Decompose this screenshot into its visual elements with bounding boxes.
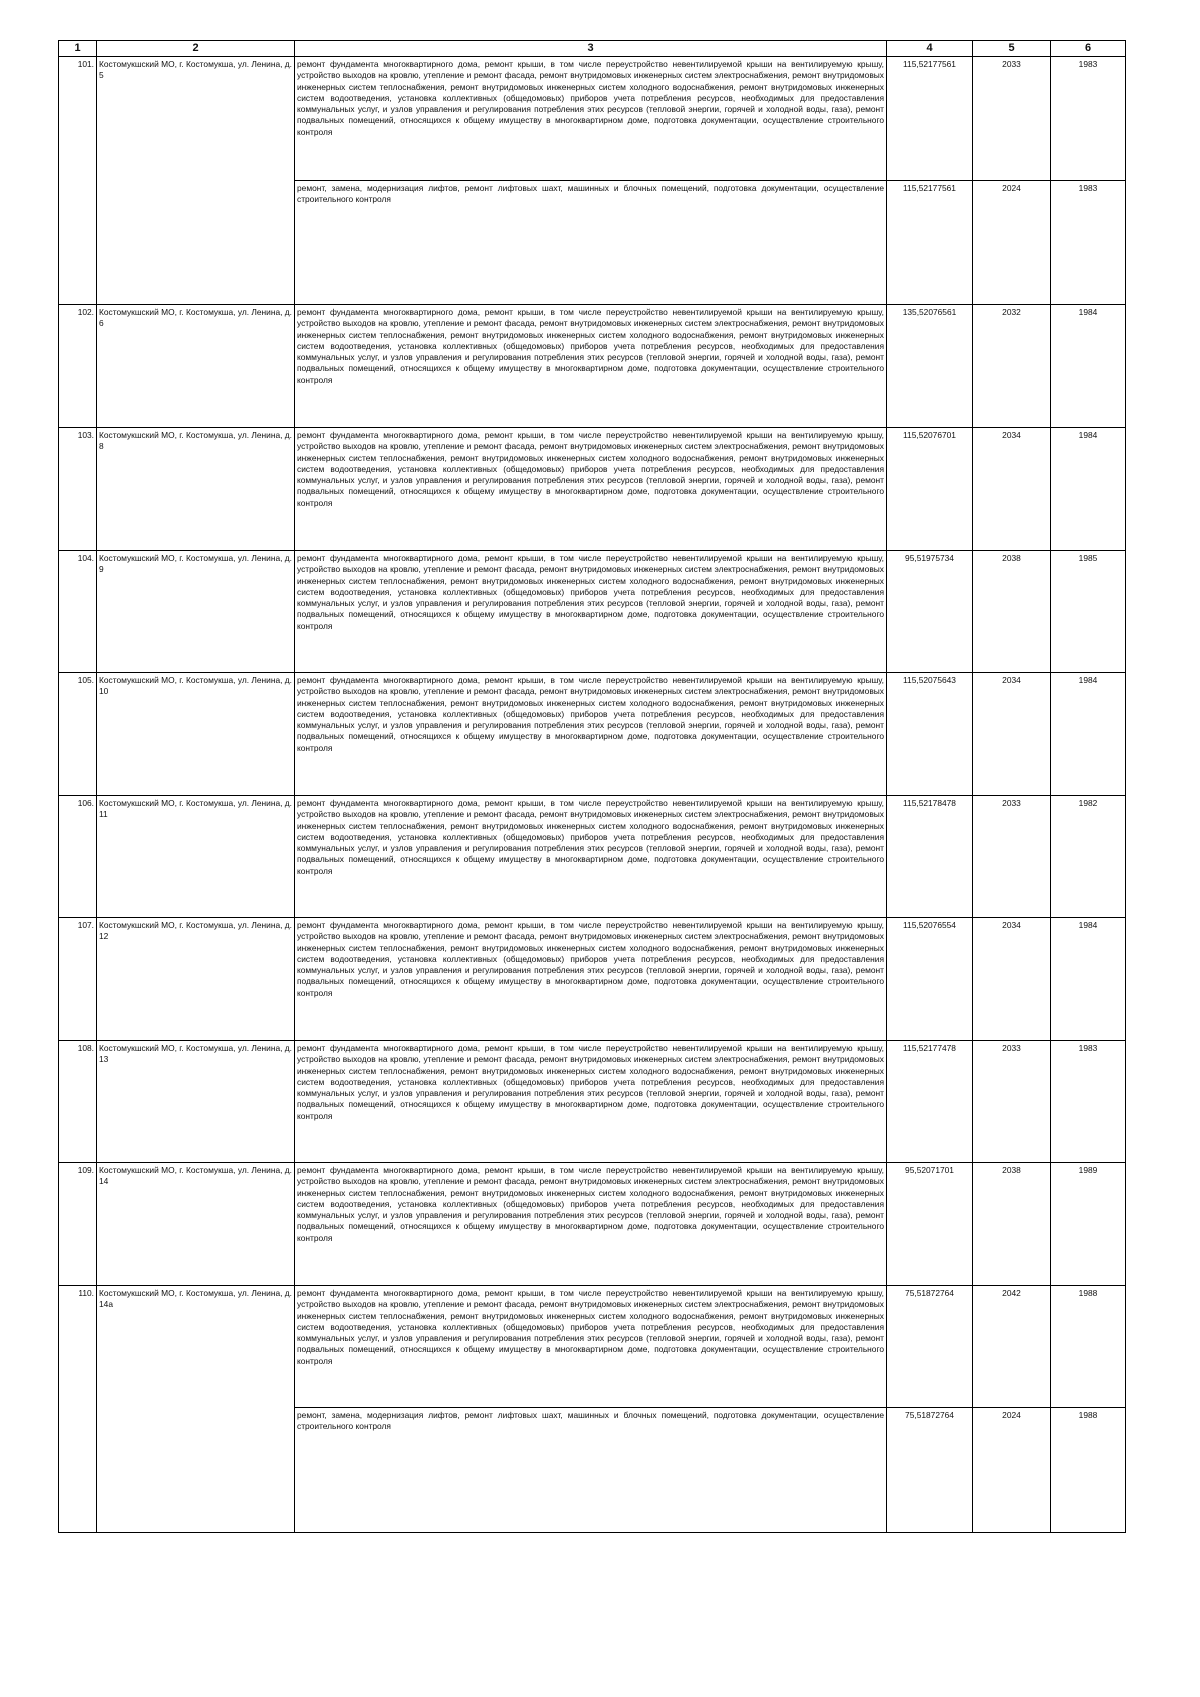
entry-number: 106.: [59, 796, 97, 918]
work-cost: 115,52178478: [887, 796, 973, 918]
entry-address: Костомукшский МО, г. Костомукша, ул. Ленина, д. 10: [97, 673, 295, 796]
entry-address: Костомукшский МО, г. Костомукша, ул. Ленина, д. 8: [97, 428, 295, 551]
work-year: 2034: [973, 673, 1051, 796]
header-col-1: 1: [59, 41, 97, 57]
work-description: ремонт фундамента многоквартирного дома, ремонт крыши, в том числе переустройство невентилируемой крыши на вентилируемую крышу, устройство выходов на кровлю, утепление и ремонт фасада, ремонт внутридомовых инженерных систем электроснабжения, ремонт внутридомовых инженерных систем теплоснабжения, ремонт внутридомовых инженерных систем холодного водоснабжения, ремонт внутридомовых инженерных систем водоотведения, установка коллективных (общедомовых) приборов учета потребления ресурсов, необходимых для предоставления коммунальных услуг, и узлов управления и регулирования потребления этих ресурсов (тепловой энергии, горячей и холодной воды, газа), ремонт подвальных помещений, относящихся к общему имуществу в многоквартирном доме, подготовка документации, осуществление строительного контроля: [295, 918, 887, 1041]
entry-address: Костомукшский МО, г. Костомукша, ул. Ленина, д. 14: [97, 1163, 295, 1286]
entry-number: 101.: [59, 57, 97, 305]
build-year: 1983: [1051, 57, 1126, 181]
works-table: [58, 40, 1126, 1533]
build-year: 1984: [1051, 428, 1126, 551]
work-year: 2024: [973, 1408, 1051, 1533]
work-year: 2032: [973, 305, 1051, 428]
work-description: ремонт фундамента многоквартирного дома, ремонт крыши, в том числе переустройство невентилируемой крыши на вентилируемую крышу, устройство выходов на кровлю, утепление и ремонт фасада, ремонт внутридомовых инженерных систем электроснабжения, ремонт внутридомовых инженерных систем теплоснабжения, ремонт внутридомовых инженерных систем холодного водоснабжения, ремонт внутридомовых инженерных систем водоотведения, установка коллективных (общедомовых) приборов учета потребления ресурсов, необходимых для предоставления коммунальных услуг, и узлов управления и регулирования потребления этих ресурсов (тепловой энергии, горячей и холодной воды, газа), ремонт подвальных помещений, относящихся к общему имуществу в многоквартирном доме, подготовка документации, осуществление строительного контроля: [295, 1163, 887, 1286]
work-cost: 115,52177561: [887, 57, 973, 181]
work-description: ремонт фундамента многоквартирного дома, ремонт крыши, в том числе переустройство невентилируемой крыши на вентилируемую крышу, устройство выходов на кровлю, утепление и ремонт фасада, ремонт внутридомовых инженерных систем электроснабжения, ремонт внутридомовых инженерных систем теплоснабжения, ремонт внутридомовых инженерных систем холодного водоснабжения, ремонт внутридомовых инженерных систем водоотведения, установка коллективных (общедомовых) приборов учета потребления ресурсов, необходимых для предоставления коммунальных услуг, и узлов управления и регулирования потребления этих ресурсов (тепловой энергии, горячей и холодной воды, газа), ремонт подвальных помещений, относящихся к общему имуществу в многоквартирном доме, подготовка документации, осуществление строительного контроля: [295, 305, 887, 428]
work-year: 2033: [973, 57, 1051, 181]
entry-number: 104.: [59, 551, 97, 673]
work-year: 2042: [973, 1286, 1051, 1408]
work-year: 2033: [973, 796, 1051, 918]
header-col-3: 3: [295, 41, 887, 57]
entry-address: Костомукшский МО, г. Костомукша, ул. Ленина, д. 5: [97, 57, 295, 305]
work-description: ремонт фундамента многоквартирного дома, ремонт крыши, в том числе переустройство невентилируемой крыши на вентилируемую крышу, устройство выходов на кровлю, утепление и ремонт фасада, ремонт внутридомовых инженерных систем электроснабжения, ремонт внутридомовых инженерных систем теплоснабжения, ремонт внутридомовых инженерных систем холодного водоснабжения, ремонт внутридомовых инженерных систем водоотведения, установка коллективных (общедомовых) приборов учета потребления ресурсов, необходимых для предоставления коммунальных услуг, и узлов управления и регулирования потребления этих ресурсов (тепловой энергии, горячей и холодной воды, газа), ремонт подвальных помещений, относящихся к общему имуществу в многоквартирном доме, подготовка документации, осуществление строительного контроля: [295, 551, 887, 673]
table-row: [59, 1286, 1126, 1408]
work-cost: 75,51872764: [887, 1408, 973, 1533]
work-year: 2034: [973, 918, 1051, 1041]
work-description: ремонт фундамента многоквартирного дома, ремонт крыши, в том числе переустройство невентилируемой крыши на вентилируемую крышу, устройство выходов на кровлю, утепление и ремонт фасада, ремонт внутридомовых инженерных систем электроснабжения, ремонт внутридомовых инженерных систем теплоснабжения, ремонт внутридомовых инженерных систем холодного водоснабжения, ремонт внутридомовых инженерных систем водоотведения, установка коллективных (общедомовых) приборов учета потребления ресурсов, необходимых для предоставления коммунальных услуг, и узлов управления и регулирования потребления этих ресурсов (тепловой энергии, горячей и холодной воды, газа), ремонт подвальных помещений, относящихся к общему имуществу в многоквартирном доме, подготовка документации, осуществление строительного контроля: [295, 673, 887, 796]
table-row: [59, 918, 1126, 1041]
table-body: [59, 57, 1126, 1533]
entry-address: Костомукшский МО, г. Костомукша, ул. Ленина, д. 14а: [97, 1286, 295, 1533]
table-row: [59, 57, 1126, 181]
entry-address: Костомукшский МО, г. Костомукша, ул. Ленина, д. 11: [97, 796, 295, 918]
entry-number: 110.: [59, 1286, 97, 1533]
build-year: 1989: [1051, 1163, 1126, 1286]
table-row: [59, 551, 1126, 673]
entry-address: Костомукшский МО, г. Костомукша, ул. Ленина, д. 13: [97, 1041, 295, 1163]
build-year: 1984: [1051, 673, 1126, 796]
table-row: [59, 1041, 1126, 1163]
work-description: ремонт фундамента многоквартирного дома, ремонт крыши, в том числе переустройство невентилируемой крыши на вентилируемую крышу, устройство выходов на кровлю, утепление и ремонт фасада, ремонт внутридомовых инженерных систем электроснабжения, ремонт внутридомовых инженерных систем теплоснабжения, ремонт внутридомовых инженерных систем холодного водоснабжения, ремонт внутридомовых инженерных систем водоотведения, установка коллективных (общедомовых) приборов учета потребления ресурсов, необходимых для предоставления коммунальных услуг, и узлов управления и регулирования потребления этих ресурсов (тепловой энергии, горячей и холодной воды, газа), ремонт подвальных помещений, относящихся к общему имуществу в многоквартирном доме, подготовка документации, осуществление строительного контроля: [295, 1041, 887, 1163]
work-cost: 115,52177478: [887, 1041, 973, 1163]
build-year: 1982: [1051, 796, 1126, 918]
work-cost: 115,52076701: [887, 428, 973, 551]
table-row: [59, 796, 1126, 918]
work-description: ремонт, замена, модернизация лифтов, ремонт лифтовых шахт, машинных и блочных помещений, подготовка документации, осуществление строительного контроля: [295, 1408, 887, 1533]
entry-address: Костомукшский МО, г. Костомукша, ул. Ленина, д. 9: [97, 551, 295, 673]
work-cost: 115,52177561: [887, 181, 973, 305]
header-col-5: 5: [973, 41, 1051, 57]
work-description: ремонт фундамента многоквартирного дома, ремонт крыши, в том числе переустройство невентилируемой крыши на вентилируемую крышу, устройство выходов на кровлю, утепление и ремонт фасада, ремонт внутридомовых инженерных систем электроснабжения, ремонт внутридомовых инженерных систем теплоснабжения, ремонт внутридомовых инженерных систем холодного водоснабжения, ремонт внутридомовых инженерных систем водоотведения, установка коллективных (общедомовых) приборов учета потребления ресурсов, необходимых для предоставления коммунальных услуг, и узлов управления и регулирования потребления этих ресурсов (тепловой энергии, горячей и холодной воды, газа), ремонт подвальных помещений, относящихся к общему имуществу в многоквартирном доме, подготовка документации, осуществление строительного контроля: [295, 796, 887, 918]
work-year: 2033: [973, 1041, 1051, 1163]
entry-number: 107.: [59, 918, 97, 1041]
work-description: ремонт фундамента многоквартирного дома, ремонт крыши, в том числе переустройство невентилируемой крыши на вентилируемую крышу, устройство выходов на кровлю, утепление и ремонт фасада, ремонт внутридомовых инженерных систем электроснабжения, ремонт внутридомовых инженерных систем теплоснабжения, ремонт внутридомовых инженерных систем холодного водоснабжения, ремонт внутридомовых инженерных систем водоотведения, установка коллективных (общедомовых) приборов учета потребления ресурсов, необходимых для предоставления коммунальных услуг, и узлов управления и регулирования потребления этих ресурсов (тепловой энергии, горячей и холодной воды, газа), ремонт подвальных помещений, относящихся к общему имуществу в многоквартирном доме, подготовка документации, осуществление строительного контроля: [295, 57, 887, 181]
entry-address: Костомукшский МО, г. Костомукша, ул. Ленина, д. 12: [97, 918, 295, 1041]
work-cost: 115,52076554: [887, 918, 973, 1041]
entry-address: Костомукшский МО, г. Костомукша, ул. Ленина, д. 6: [97, 305, 295, 428]
entry-number: 108.: [59, 1041, 97, 1163]
work-cost: 95,51975734: [887, 551, 973, 673]
entry-number: 102.: [59, 305, 97, 428]
build-year: 1984: [1051, 305, 1126, 428]
build-year: 1983: [1051, 181, 1126, 305]
work-year: 2038: [973, 551, 1051, 673]
work-year: 2024: [973, 181, 1051, 305]
work-cost: 95,52071701: [887, 1163, 973, 1286]
header-col-2: 2: [97, 41, 295, 57]
table-row: [59, 1163, 1126, 1286]
entry-number: 103.: [59, 428, 97, 551]
header-col-4: 4: [887, 41, 973, 57]
build-year: 1983: [1051, 1041, 1126, 1163]
entry-number: 109.: [59, 1163, 97, 1286]
header-row: [59, 41, 1126, 57]
build-year: 1988: [1051, 1286, 1126, 1408]
work-description: ремонт фундамента многоквартирного дома, ремонт крыши, в том числе переустройство невентилируемой крыши на вентилируемую крышу, устройство выходов на кровлю, утепление и ремонт фасада, ремонт внутридомовых инженерных систем электроснабжения, ремонт внутридомовых инженерных систем теплоснабжения, ремонт внутридомовых инженерных систем холодного водоснабжения, ремонт внутридомовых инженерных систем водоотведения, установка коллективных (общедомовых) приборов учета потребления ресурсов, необходимых для предоставления коммунальных услуг, и узлов управления и регулирования потребления этих ресурсов (тепловой энергии, горячей и холодной воды, газа), ремонт подвальных помещений, относящихся к общему имуществу в многоквартирном доме, подготовка документации, осуществление строительного контроля: [295, 1286, 887, 1408]
work-cost: 75,51872764: [887, 1286, 973, 1408]
build-year: 1988: [1051, 1408, 1126, 1533]
work-description: ремонт, замена, модернизация лифтов, ремонт лифтовых шахт, машинных и блочных помещений, подготовка документации, осуществление строительного контроля: [295, 181, 887, 305]
work-cost: 135,52076561: [887, 305, 973, 428]
table-row: [59, 428, 1126, 551]
table-row: [59, 305, 1126, 428]
work-description: ремонт фундамента многоквартирного дома, ремонт крыши, в том числе переустройство невентилируемой крыши на вентилируемую крышу, устройство выходов на кровлю, утепление и ремонт фасада, ремонт внутридомовых инженерных систем электроснабжения, ремонт внутридомовых инженерных систем теплоснабжения, ремонт внутридомовых инженерных систем холодного водоснабжения, ремонт внутридомовых инженерных систем водоотведения, установка коллективных (общедомовых) приборов учета потребления ресурсов, необходимых для предоставления коммунальных услуг, и узлов управления и регулирования потребления этих ресурсов (тепловой энергии, горячей и холодной воды, газа), ремонт подвальных помещений, относящихся к общему имуществу в многоквартирном доме, подготовка документации, осуществление строительного контроля: [295, 428, 887, 551]
entry-number: 105.: [59, 673, 97, 796]
work-year: 2038: [973, 1163, 1051, 1286]
work-cost: 115,52075643: [887, 673, 973, 796]
header-col-6: 6: [1051, 41, 1126, 57]
table-row: [59, 673, 1126, 796]
build-year: 1985: [1051, 551, 1126, 673]
build-year: 1984: [1051, 918, 1126, 1041]
work-year: 2034: [973, 428, 1051, 551]
